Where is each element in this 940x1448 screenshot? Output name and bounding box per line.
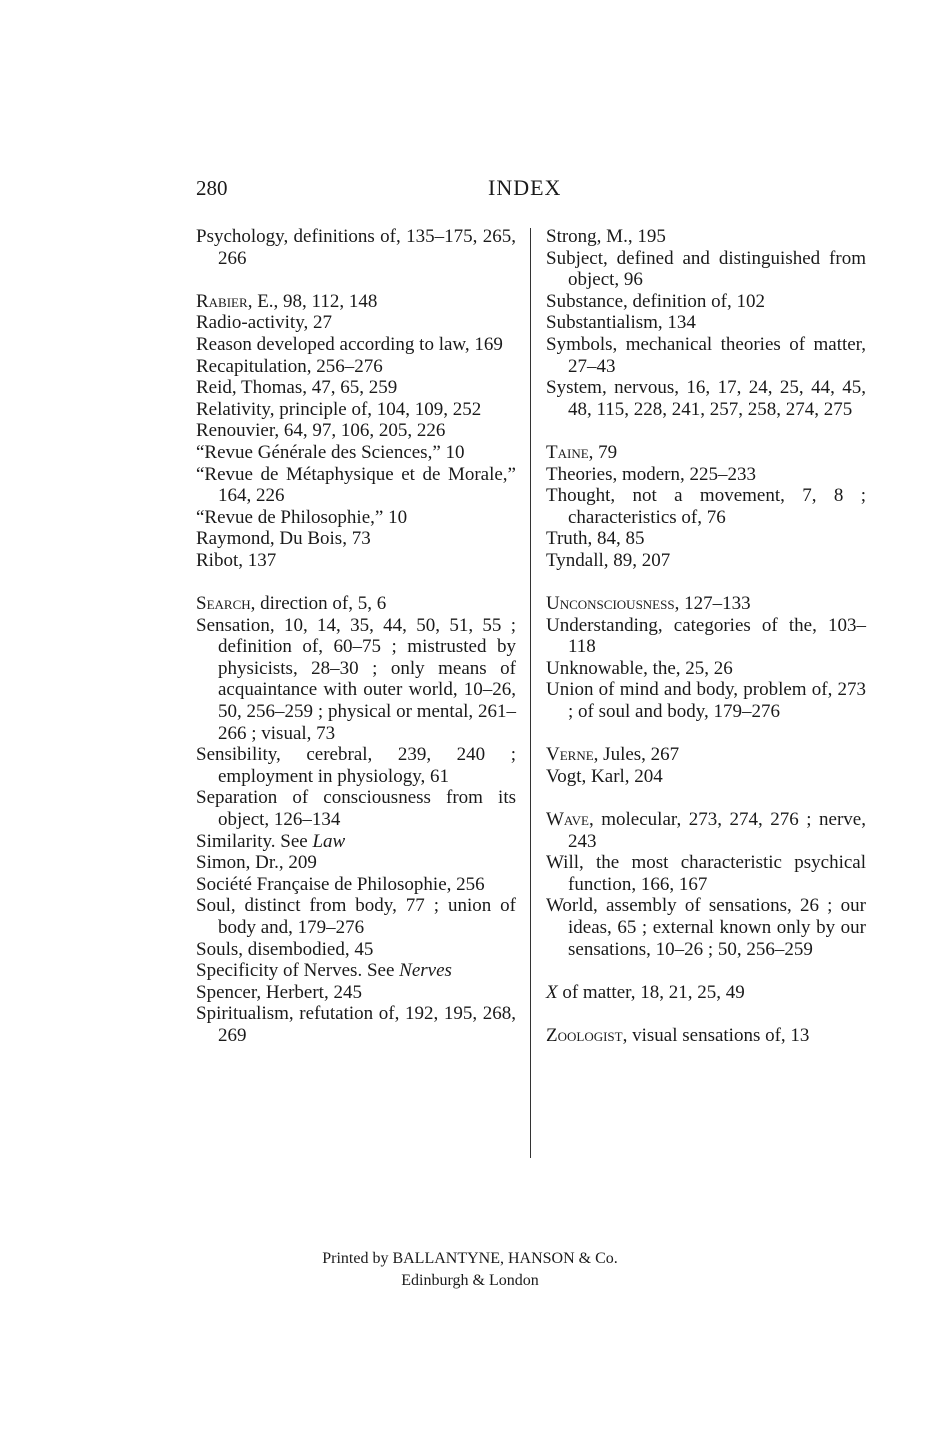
index-entry-text: “Revue de Métaphysique et de Morale,” 164, 226: [196, 463, 516, 507]
index-entry-text: Sensibility, cerebral, 239, 240 ; employment in physiology, 61: [196, 744, 516, 787]
index-entry-text: Similarity. See: [196, 830, 313, 852]
index-entry: [196, 831, 516, 853]
index-entry: [196, 399, 516, 421]
index-letter-group: [546, 226, 866, 420]
printer-imprint: [0, 1248, 940, 1292]
index-letter-group: [546, 982, 866, 1004]
index-entry-text: , E., 98, 112, 148: [247, 290, 378, 312]
index-entry-head: Rabier: [196, 290, 248, 312]
index-entry: [196, 528, 516, 550]
index-entry: [546, 679, 866, 722]
index-entry-text: Société Française de Philosophie, 256: [196, 873, 485, 895]
index-entry-head: Verne: [546, 744, 594, 766]
index-entry-text: Understanding, categories of the, 103–118: [546, 614, 866, 658]
index-entry: [196, 550, 516, 572]
index-entry-text: Simon, Dr., 209: [196, 852, 317, 874]
index-letter-group: [196, 593, 516, 1046]
index-entry: [196, 593, 516, 615]
index-entry-text: Reid, Thomas, 47, 65, 259: [196, 377, 398, 399]
index-entry-text: Strong, M., 195: [546, 226, 666, 247]
index-entry: [196, 895, 516, 938]
index-entry-head: Search: [196, 593, 251, 615]
index-entry-text: Renouvier, 64, 97, 106, 205, 226: [196, 420, 446, 442]
index-entry: [196, 744, 516, 787]
index-entry-text: Ribot, 137: [196, 549, 277, 571]
index-entry: [546, 593, 866, 615]
index-entry: [196, 312, 516, 334]
index-entry: [546, 766, 866, 788]
index-entry-text: Theories, modern, 225–233: [546, 463, 757, 485]
index-entry-text: Separation of consciousness from its object, 126–134: [196, 787, 516, 831]
index-entry: [546, 334, 866, 377]
index-entry: [546, 895, 866, 960]
index-entry-text: System, nervous, 16, 17, 24, 25, 44, 45, 48, 115, 228, 241, 257, 258, 274, 275: [546, 377, 866, 420]
index-entry-text: Substance, definition of, 102: [546, 290, 765, 312]
index-entry-head: Unconsciousness: [546, 593, 675, 615]
imprint-line-1: Printed by BALLANTYNE, HANSON & Co.: [322, 1250, 618, 1267]
index-entry-text: Subject, defined and distinguished from object, 96: [546, 247, 866, 291]
index-letter-group: [546, 593, 866, 723]
index-entry: [196, 334, 516, 356]
index-entry-text: Specificity of Nerves. See: [196, 960, 400, 982]
index-letter-group: [196, 291, 516, 572]
running-head: INDEX: [488, 175, 562, 200]
index-entry: [196, 420, 516, 442]
index-entry-text: , Jules, 267: [593, 744, 680, 766]
index-entry-text: Relativity, principle of, 104, 109, 252: [196, 398, 482, 420]
index-entry-italic-head: X: [546, 981, 558, 1003]
index-letter-group: [546, 809, 866, 960]
index-entry: [546, 1025, 866, 1047]
index-entry: [196, 874, 516, 896]
index-entry-text: Sensation, 10, 14, 35, 44, 50, 51, 55 ; definition of, 60–75 ; mistrusted by physicists, 28–30 ; only means of acquaintance with outer world, 10–26, 50, 256–259 ; physical or mental, 261–266 ; visual, 73: [196, 614, 516, 744]
index-entry: [546, 809, 866, 852]
index-entry-head: Taine: [546, 441, 589, 463]
index-entry: [546, 982, 866, 1004]
index-entry: [196, 507, 516, 529]
index-entry-text: of matter, 18, 21, 25, 49: [557, 981, 745, 1003]
index-entry: [196, 787, 516, 830]
index-entry: [196, 442, 516, 464]
index-entry-text: Reason developed according to law, 169: [196, 333, 503, 355]
index-entry: [546, 550, 866, 572]
index-entry: [196, 356, 516, 378]
index-letter-group: [546, 442, 866, 572]
index-letter-group: [196, 226, 516, 269]
index-entry-text: Spiritualism, refutation of, 192, 195, 268, 269: [196, 1003, 516, 1046]
index-letter-group: [546, 744, 866, 787]
index-column-right: [546, 226, 866, 1068]
index-entry-text: Union of mind and body, problem of, 273 ; of soul and body, 179–276: [546, 679, 866, 723]
index-entry-text: Tyndall, 89, 207: [546, 549, 671, 571]
index-entry-text: Vogt, Karl, 204: [546, 765, 663, 787]
index-entry-cross-reference: Law: [312, 830, 346, 852]
index-entry-text: Thought, not a movement, 7, 8 ; characteristics of, 76: [546, 485, 866, 528]
index-column-left: [196, 226, 516, 1068]
index-entry: [196, 982, 516, 1004]
index-entry: [196, 464, 516, 507]
index-entry-head: Zoologist: [546, 1024, 623, 1046]
column-divider: [530, 228, 531, 1158]
index-entry-text: “Revue Générale des Sciences,” 10: [196, 441, 465, 463]
index-entry-text: Will, the most characteristic psychical function, 166, 167: [546, 852, 866, 895]
index-entry: [546, 226, 866, 248]
index-entry: [196, 377, 516, 399]
index-entry-text: Souls, disembodied, 45: [196, 938, 374, 960]
page-number: 280: [196, 176, 228, 200]
index-entry: [546, 658, 866, 680]
index-entry-text: Raymond, Du Bois, 73: [196, 528, 371, 550]
index-entry-text: Substantialism, 134: [546, 312, 696, 334]
index-entry-text: , direction of, 5, 6: [250, 593, 387, 615]
index-entry: [196, 291, 516, 313]
index-entry: [546, 852, 866, 895]
index-entry: [196, 1003, 516, 1046]
index-entry: [546, 528, 866, 550]
index-entry-text: Psychology, definitions of, 135–175, 265, 266: [196, 226, 516, 269]
index-entry-text: “Revue de Philosophie,” 10: [196, 506, 408, 528]
index-entry: [546, 485, 866, 528]
index-entry-head: Wave: [546, 809, 589, 831]
index-entry: [546, 744, 866, 766]
index-entry-text: Recapitulation, 256–276: [196, 355, 383, 377]
index-entry: [196, 615, 516, 745]
index-entry: [196, 960, 516, 982]
index-letter-group: [546, 1025, 866, 1047]
index-entry-text: World, assembly of sensations, 26 ; our ideas, 65 ; external known only by our sensations, 10–26 ; 50, 256–259: [546, 895, 866, 960]
index-entry-text: Radio-activity, 27: [196, 312, 332, 334]
index-entry-text: Soul, distinct from body, 77 ; union of body and, 179–276: [196, 895, 516, 938]
index-entry: [196, 226, 516, 269]
index-entry: [546, 377, 866, 420]
index-entry: [546, 615, 866, 658]
index-entry: [546, 442, 866, 464]
index-entry: [196, 852, 516, 874]
index-entry-text: Spencer, Herbert, 245: [196, 981, 362, 1003]
imprint-line-2: Edinburgh & London: [401, 1272, 539, 1289]
index-entry: [196, 939, 516, 961]
index-entry-text: Symbols, mechanical theories of matter, 27–43: [546, 333, 866, 377]
index-entry: [546, 291, 866, 313]
index-entry: [546, 248, 866, 291]
index-entry-text: Unknowable, the, 25, 26: [546, 657, 733, 679]
index-entry-text: Truth, 84, 85: [546, 528, 645, 550]
index-entry-text: , 79: [588, 441, 618, 463]
index-entry: [546, 312, 866, 334]
index-entry: [546, 464, 866, 486]
index-entry-text: , 127–133: [674, 593, 751, 615]
index-entry-text: , molecular, 273, 274, 276 ; nerve, 243: [568, 809, 866, 852]
index-entry-text: , visual sensations of, 13: [622, 1024, 810, 1046]
index-entry-cross-reference: Nerves: [399, 960, 452, 982]
